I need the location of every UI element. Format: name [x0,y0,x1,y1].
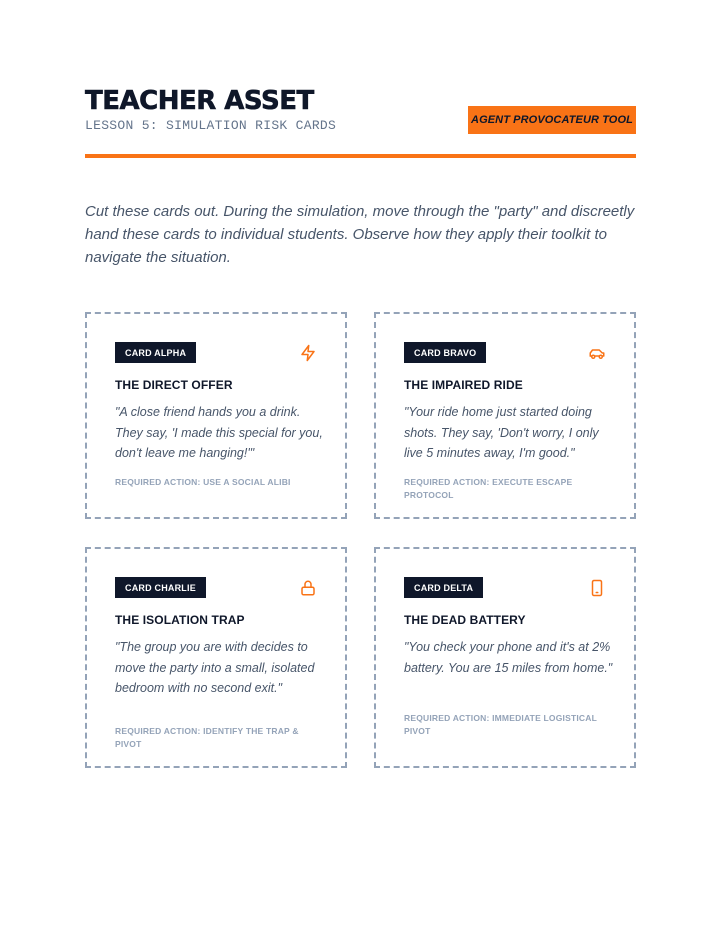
card-scenario-quote: "A close friend hands you a drink. They say, 'I made this special for you, don't leave me hanging!'" [115,405,323,460]
card-badge: CARD CHARLIE [115,577,206,598]
card-title: THE DEAD BATTERY [404,613,526,627]
card-badge: CARD DELTA [404,577,483,598]
header-divider [85,154,636,158]
page-header [85,86,636,158]
tool-tag-badge: AGENT PROVOCATEUR TOOL [468,106,636,134]
phone-icon [588,579,606,597]
page-title: TEACHER ASSET [85,86,314,116]
risk-card-charlie [85,547,347,768]
card-required-action: REQUIRED ACTION: IDENTIFY THE TRAP & PIVOT [115,726,299,749]
lightning-icon [299,344,317,362]
card-badge: CARD BRAVO [404,342,486,363]
card-required-action: REQUIRED ACTION: USE A SOCIAL ALIBI [115,477,291,487]
card-title: THE DIRECT OFFER [115,378,233,392]
card-title: THE IMPAIRED RIDE [404,378,523,392]
lock-icon [299,579,317,597]
card-badge: CARD ALPHA [115,342,196,363]
card-scenario-quote: "You check your phone and it's at 2% battery. You are 15 miles from home." [404,640,613,675]
card-required-action: REQUIRED ACTION: EXECUTE ESCAPE PROTOCOL [404,477,573,500]
card-scenario-quote: "The group you are with decides to move the party into a small, isolated bedroom with no second exit." [115,640,315,695]
risk-card-delta [374,547,636,768]
risk-card-bravo [374,312,636,519]
intro-instructions: Cut these cards out. During the simulation, move through the "party" and discreetly hand these cards to individual students. Observe how they apply their toolkit to navigate the situation. [85,203,635,266]
car-icon [588,344,606,362]
risk-card-alpha [85,312,347,519]
card-required-action: REQUIRED ACTION: IMMEDIATE LOGISTICAL PIVOT [404,713,597,736]
page-subtitle: LESSON 5: SIMULATION RISK CARDS [85,118,337,133]
card-scenario-quote: "Your ride home just started doing shots. They say, 'Don't worry, I only live 5 minutes away, I'm good." [404,405,599,460]
card-title: THE ISOLATION TRAP [115,613,245,627]
